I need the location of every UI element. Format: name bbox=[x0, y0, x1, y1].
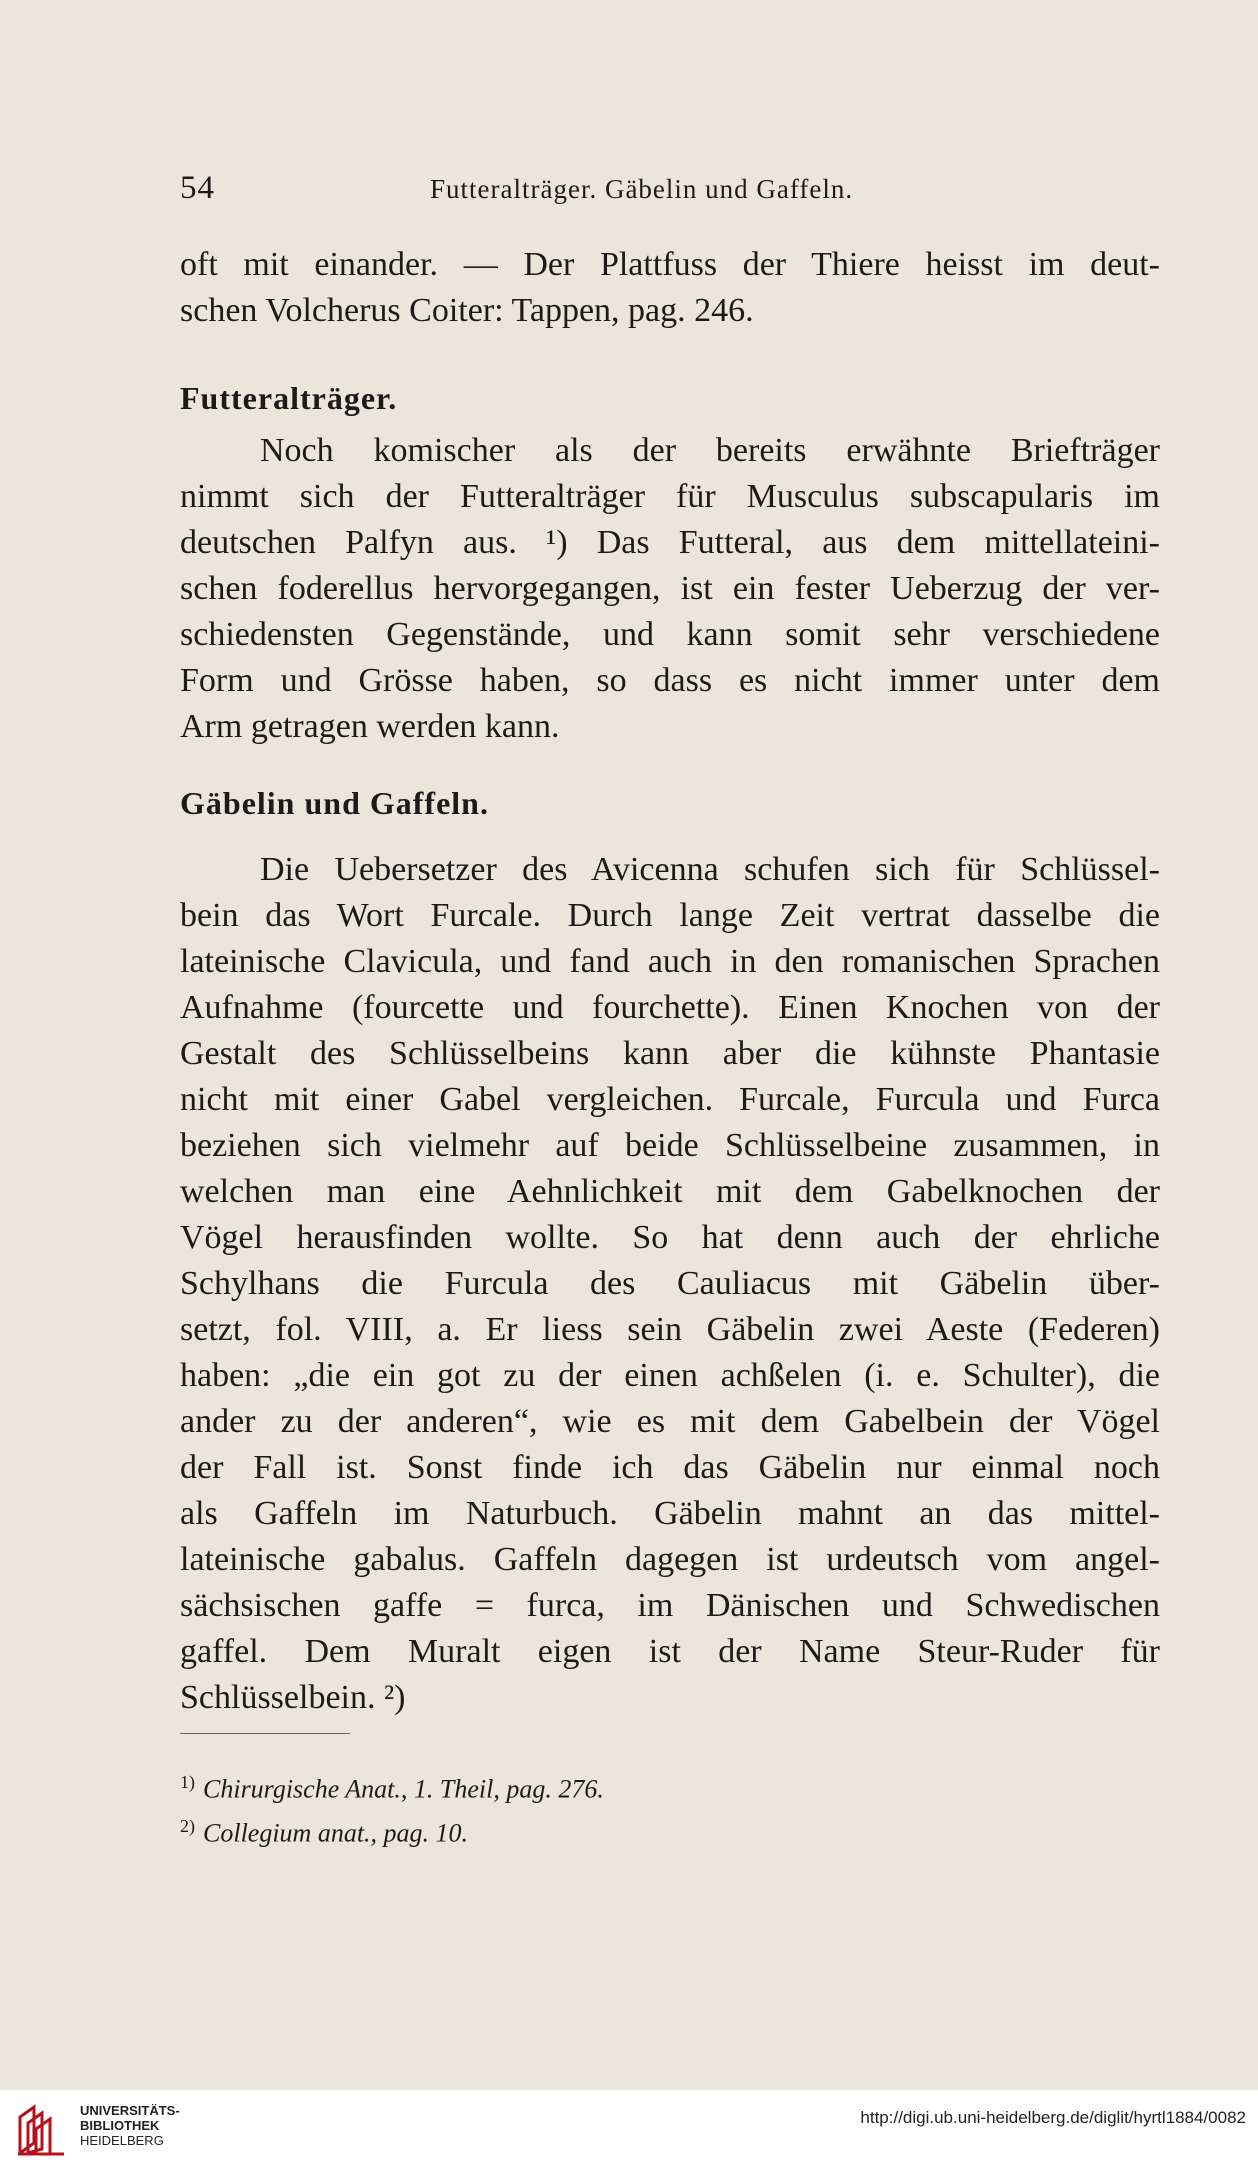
footnote-divider bbox=[180, 1733, 350, 1734]
text-line: nicht mit einer Gabel vergleichen. Furcale, Furcula und Furca bbox=[180, 1081, 1160, 1118]
running-head: Futteralträger. Gäbelin und Gaffeln. bbox=[430, 174, 854, 204]
intro-paragraph bbox=[180, 242, 1160, 334]
text-line: oft mit einander. — Der Plattfuss der Thiere heisst im deut- bbox=[180, 246, 1160, 283]
text-line: schen Volcherus Coiter: Tappen, pag. 246. bbox=[180, 292, 754, 329]
text-line: beziehen sich vielmehr auf beide Schlüsselbeine zusammen, in bbox=[180, 1127, 1160, 1164]
text-line: welchen man eine Aehnlichkeit mit dem Gabelknochen der bbox=[180, 1173, 1160, 1210]
text-line: deutschen Palfyn aus. ¹) Das Futteral, aus dem mittellateini- bbox=[180, 524, 1160, 561]
footnotes bbox=[180, 1760, 1080, 1848]
text-line: gaffel. Dem Muralt eigen ist der Name Steur-Ruder für bbox=[180, 1633, 1160, 1670]
section-heading-gaebelin: Gäbelin und Gaffeln. bbox=[180, 785, 489, 821]
page-header bbox=[180, 170, 1160, 210]
text-line: bein das Wort Furcale. Durch lange Zeit vertrat dasselbe die bbox=[180, 897, 1160, 934]
text-line: setzt, fol. VIII, a. Er liess sein Gäbelin zwei Aeste (Federen) bbox=[180, 1311, 1160, 1348]
text-line: Schylhans die Furcula des Cauliacus mit Gäbelin über- bbox=[180, 1265, 1160, 1302]
text-line: Schlüsselbein. ²) bbox=[180, 1679, 406, 1716]
section-futteraltraeger-body bbox=[180, 428, 1160, 750]
footnote bbox=[180, 1804, 1080, 1848]
footnote-text: Collegium anat., pag. 10. bbox=[203, 1818, 469, 1848]
text-line: Noch komischer als der bereits erwähnte Briefträger bbox=[260, 432, 1160, 469]
page-number: 54 bbox=[180, 170, 215, 206]
library-logo-icon bbox=[14, 2103, 68, 2157]
logo-line: HEIDELBERG bbox=[80, 2133, 164, 2148]
text-line: Vögel herausfinden wollte. So hat denn auch der ehrliche bbox=[180, 1219, 1160, 1256]
text-line: schen foderellus hervorgegangen, ist ein fester Ueberzug der ver- bbox=[180, 570, 1160, 607]
text-line: haben: „die ein got zu der einen achßelen (i. e. Schulter), die bbox=[180, 1357, 1160, 1394]
footnote-mark: 2) bbox=[180, 1816, 195, 1836]
text-line: lateinische Clavicula, und fand auch in den romanischen Sprachen bbox=[180, 943, 1160, 980]
text-line: Aufnahme (fourcette und fourchette). Einen Knochen von der bbox=[180, 989, 1160, 1026]
text-line: ander zu der anderen“, wie es mit dem Gabelbein der Vögel bbox=[180, 1403, 1160, 1440]
text-line: Arm getragen werden kann. bbox=[180, 708, 560, 745]
section-gaebelin-body bbox=[180, 847, 1160, 1721]
logo-line: BIBLIOTHEK bbox=[80, 2118, 160, 2133]
footnote-text: Chirurgische Anat., 1. Theil, pag. 276. bbox=[203, 1774, 604, 1804]
logo-line: UNIVERSITÄTS- bbox=[80, 2103, 180, 2118]
text-line: der Fall ist. Sonst finde ich das Gäbelin nur einmal noch bbox=[180, 1449, 1160, 1486]
text-line: als Gaffeln im Naturbuch. Gäbelin mahnt an das mittel- bbox=[180, 1495, 1160, 1532]
text-line: Die Uebersetzer des Avicenna schufen sich für Schlüssel- bbox=[260, 851, 1160, 888]
footer-bar bbox=[0, 2090, 1258, 2175]
text-line: nimmt sich der Futteralträger für Musculus subscapularis im bbox=[180, 478, 1160, 515]
text-line: Gestalt des Schlüsselbeins kann aber die kühnste Phantasie bbox=[180, 1035, 1160, 1072]
text-line: schiedensten Gegenstände, und kann somit sehr verschiedene bbox=[180, 616, 1160, 653]
text-line: sächsischen gaffe = furca, im Dänischen und Schwedischen bbox=[180, 1587, 1160, 1624]
library-logo-text bbox=[80, 2103, 180, 2148]
text-line: lateinische gabalus. Gaffeln dagegen ist urdeutsch vom angel- bbox=[180, 1541, 1160, 1578]
footnote bbox=[180, 1760, 1080, 1804]
text-line: Form und Grösse haben, so dass es nicht immer unter dem bbox=[180, 662, 1160, 699]
permalink-url[interactable]: http://digi.ub.uni-heidelberg.de/diglit/hyrtl1884/0082 bbox=[860, 2108, 1246, 2127]
section-heading-futteraltraeger: Futteralträger. bbox=[180, 380, 398, 416]
footnote-mark: 1) bbox=[180, 1772, 195, 1792]
